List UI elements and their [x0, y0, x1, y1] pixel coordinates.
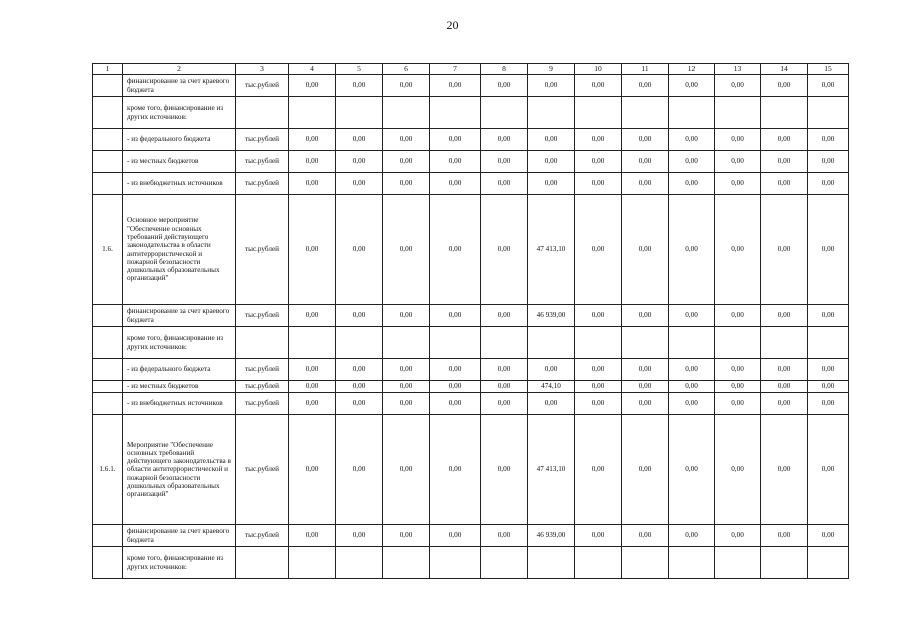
value-cell: [715, 327, 761, 359]
value-cell: 0,00: [622, 305, 669, 327]
value-cell: [336, 97, 383, 129]
value-cell: 0,00: [336, 75, 383, 97]
value-cell: 0,00: [669, 415, 715, 525]
value-cell: 0,00: [430, 129, 481, 151]
value-cell: [575, 327, 622, 359]
value-cell: [289, 547, 336, 579]
unit-cell: тыс.рублей: [236, 415, 289, 525]
table-row: [93, 173, 849, 195]
row-number-cell: [93, 381, 123, 393]
value-cell: [430, 547, 481, 579]
unit-cell: тыс.рублей: [236, 129, 289, 151]
value-cell: 0,00: [808, 359, 849, 381]
value-cell: 0,00: [715, 305, 761, 327]
value-cell: 0,00: [715, 359, 761, 381]
value-cell: 0,00: [430, 195, 481, 305]
unit-cell: [236, 97, 289, 129]
value-cell: 0,00: [383, 525, 430, 547]
value-cell: [336, 547, 383, 579]
column-number: 9: [528, 64, 575, 75]
value-cell: 0,00: [622, 129, 669, 151]
value-cell: [528, 547, 575, 579]
value-cell: 0,00: [430, 305, 481, 327]
description-cell: - из местных бюджетов: [123, 151, 236, 173]
value-cell: 0,00: [481, 129, 528, 151]
table-row: [93, 415, 849, 525]
value-cell: 0,00: [808, 75, 849, 97]
value-cell: 0,00: [715, 415, 761, 525]
row-number-cell: [93, 525, 123, 547]
value-cell: 0,00: [669, 525, 715, 547]
unit-cell: тыс.рублей: [236, 75, 289, 97]
value-cell: 0,00: [622, 415, 669, 525]
value-cell: [715, 547, 761, 579]
unit-cell: тыс.рублей: [236, 393, 289, 415]
value-cell: [481, 97, 528, 129]
value-cell: 0,00: [761, 381, 808, 393]
value-cell: [761, 547, 808, 579]
description-cell: - из внебюджетных источников: [123, 393, 236, 415]
value-cell: 0,00: [761, 195, 808, 305]
value-cell: [622, 327, 669, 359]
value-cell: 0,00: [430, 525, 481, 547]
value-cell: [528, 97, 575, 129]
value-cell: 46 939,00: [528, 305, 575, 327]
value-cell: 0,00: [336, 359, 383, 381]
value-cell: 0,00: [761, 173, 808, 195]
value-cell: 0,00: [669, 151, 715, 173]
value-cell: 0,00: [336, 415, 383, 525]
description-cell: кроме того, финансирование из других источников:: [123, 97, 236, 129]
value-cell: [289, 97, 336, 129]
value-cell: 0,00: [481, 415, 528, 525]
value-cell: [575, 547, 622, 579]
value-cell: 0,00: [430, 151, 481, 173]
value-cell: 0,00: [715, 381, 761, 393]
value-cell: 0,00: [383, 151, 430, 173]
row-number-cell: [93, 129, 123, 151]
page-number: 20: [446, 18, 459, 32]
row-number-cell: [93, 173, 123, 195]
value-cell: 0,00: [575, 305, 622, 327]
value-cell: [289, 327, 336, 359]
value-cell: 0,00: [383, 381, 430, 393]
value-cell: 0,00: [481, 75, 528, 97]
value-cell: 0,00: [289, 173, 336, 195]
value-cell: 0,00: [383, 305, 430, 327]
value-cell: [622, 547, 669, 579]
value-cell: [383, 97, 430, 129]
table-row: [93, 393, 849, 415]
unit-cell: тыс.рублей: [236, 173, 289, 195]
value-cell: 0,00: [622, 393, 669, 415]
value-cell: 0,00: [669, 359, 715, 381]
value-cell: [528, 327, 575, 359]
value-cell: 0,00: [481, 381, 528, 393]
column-number: 13: [715, 64, 761, 75]
value-cell: 0,00: [622, 75, 669, 97]
value-cell: 0,00: [575, 75, 622, 97]
value-cell: 0,00: [761, 525, 808, 547]
value-cell: 0,00: [715, 173, 761, 195]
column-number: 12: [669, 64, 715, 75]
value-cell: 0,00: [669, 75, 715, 97]
value-cell: 0,00: [715, 151, 761, 173]
value-cell: 0,00: [383, 195, 430, 305]
value-cell: 0,00: [761, 305, 808, 327]
column-number: 14: [761, 64, 808, 75]
value-cell: [669, 547, 715, 579]
value-cell: 0,00: [622, 525, 669, 547]
description-cell: кроме того, финансирование из других источников:: [123, 547, 236, 579]
table-row: [93, 75, 849, 97]
description-cell: - из внебюджетных источников: [123, 173, 236, 195]
value-cell: [669, 97, 715, 129]
value-cell: 0,00: [669, 129, 715, 151]
value-cell: [383, 547, 430, 579]
value-cell: 0,00: [575, 173, 622, 195]
value-cell: 0,00: [808, 393, 849, 415]
value-cell: 0,00: [289, 129, 336, 151]
value-cell: [808, 547, 849, 579]
value-cell: 0,00: [430, 381, 481, 393]
value-cell: 0,00: [715, 75, 761, 97]
value-cell: 0,00: [289, 305, 336, 327]
value-cell: 0,00: [715, 525, 761, 547]
column-number-row: [93, 64, 849, 75]
table-row: [93, 327, 849, 359]
value-cell: 0,00: [808, 525, 849, 547]
value-cell: 0,00: [336, 173, 383, 195]
value-cell: 0,00: [383, 415, 430, 525]
value-cell: 0,00: [575, 415, 622, 525]
value-cell: 0,00: [528, 359, 575, 381]
value-cell: 0,00: [715, 195, 761, 305]
column-number: 4: [289, 64, 336, 75]
description-cell: - из федерального бюджета: [123, 359, 236, 381]
value-cell: 0,00: [289, 381, 336, 393]
value-cell: 0,00: [289, 359, 336, 381]
table-row: [93, 359, 849, 381]
value-cell: 0,00: [575, 393, 622, 415]
value-cell: [808, 97, 849, 129]
column-number: 2: [123, 64, 236, 75]
value-cell: 0,00: [336, 195, 383, 305]
value-cell: 0,00: [669, 381, 715, 393]
value-cell: 0,00: [289, 195, 336, 305]
table-row: [93, 97, 849, 129]
unit-cell: [236, 547, 289, 579]
value-cell: 0,00: [383, 393, 430, 415]
column-number: 15: [808, 64, 849, 75]
row-number-cell: 1.6.: [93, 195, 123, 305]
value-cell: 0,00: [715, 393, 761, 415]
value-cell: 46 939,00: [528, 525, 575, 547]
value-cell: [383, 327, 430, 359]
table-row: [93, 547, 849, 579]
value-cell: 0,00: [481, 151, 528, 173]
value-cell: 0,00: [715, 129, 761, 151]
description-cell: кроме того, финансирование из других источников:: [123, 327, 236, 359]
table-row: [93, 525, 849, 547]
table-row: [93, 129, 849, 151]
value-cell: [761, 327, 808, 359]
value-cell: 0,00: [808, 195, 849, 305]
description-cell: Основное мероприятие "Обеспечение основных требований действующего законодательства в области антитеррористической и пожарной безопасности дошкольных образовательных организаций": [123, 195, 236, 305]
value-cell: 0,00: [481, 359, 528, 381]
row-number-cell: [93, 75, 123, 97]
value-cell: 0,00: [528, 173, 575, 195]
table-row: [93, 381, 849, 393]
table-header: [93, 64, 849, 75]
column-number: 7: [430, 64, 481, 75]
value-cell: 0,00: [808, 381, 849, 393]
table-row: [93, 195, 849, 305]
column-number: 3: [236, 64, 289, 75]
value-cell: 0,00: [336, 151, 383, 173]
value-cell: 0,00: [669, 195, 715, 305]
value-cell: 0,00: [575, 129, 622, 151]
value-cell: 0,00: [575, 195, 622, 305]
table-row: [93, 151, 849, 173]
value-cell: 0,00: [289, 415, 336, 525]
value-cell: [430, 327, 481, 359]
value-cell: 0,00: [761, 151, 808, 173]
row-number-cell: [93, 393, 123, 415]
value-cell: 0,00: [575, 359, 622, 381]
value-cell: 0,00: [289, 525, 336, 547]
value-cell: [430, 97, 481, 129]
value-cell: 0,00: [808, 305, 849, 327]
description-cell: финансирование за счет краевого бюджета: [123, 525, 236, 547]
value-cell: [481, 547, 528, 579]
value-cell: 0,00: [481, 195, 528, 305]
row-number-cell: 1.6.1.: [93, 415, 123, 525]
value-cell: 0,00: [761, 415, 808, 525]
value-cell: [715, 97, 761, 129]
row-number-cell: [93, 97, 123, 129]
column-number: 1: [93, 64, 123, 75]
row-number-cell: [93, 305, 123, 327]
column-number: 11: [622, 64, 669, 75]
value-cell: 0,00: [622, 173, 669, 195]
table-body: [93, 75, 849, 579]
value-cell: 0,00: [528, 129, 575, 151]
unit-cell: тыс.рублей: [236, 381, 289, 393]
value-cell: 0,00: [761, 393, 808, 415]
value-cell: 0,00: [289, 75, 336, 97]
description-cell: финансирование за счет краевого бюджета: [123, 305, 236, 327]
value-cell: 0,00: [383, 173, 430, 195]
value-cell: 0,00: [808, 173, 849, 195]
value-cell: 0,00: [622, 359, 669, 381]
column-number: 8: [481, 64, 528, 75]
value-cell: [336, 327, 383, 359]
value-cell: 0,00: [808, 415, 849, 525]
unit-cell: тыс.рублей: [236, 195, 289, 305]
unit-cell: тыс.рублей: [236, 305, 289, 327]
value-cell: 47 413,10: [528, 195, 575, 305]
value-cell: 0,00: [383, 359, 430, 381]
value-cell: 47 413,10: [528, 415, 575, 525]
value-cell: 0,00: [430, 359, 481, 381]
value-cell: 0,00: [575, 525, 622, 547]
value-cell: 0,00: [336, 393, 383, 415]
value-cell: 0,00: [481, 525, 528, 547]
value-cell: 0,00: [761, 75, 808, 97]
value-cell: 0,00: [336, 305, 383, 327]
value-cell: 0,00: [528, 151, 575, 173]
value-cell: 0,00: [669, 305, 715, 327]
value-cell: 0,00: [383, 129, 430, 151]
value-cell: 0,00: [336, 129, 383, 151]
column-number: 6: [383, 64, 430, 75]
unit-cell: тыс.рублей: [236, 525, 289, 547]
value-cell: 0,00: [808, 151, 849, 173]
row-number-cell: [93, 547, 123, 579]
description-cell: - из федерального бюджета: [123, 129, 236, 151]
value-cell: 474,10: [528, 381, 575, 393]
value-cell: 0,00: [430, 415, 481, 525]
value-cell: 0,00: [289, 151, 336, 173]
value-cell: 0,00: [669, 393, 715, 415]
value-cell: 0,00: [761, 359, 808, 381]
column-number: 10: [575, 64, 622, 75]
unit-cell: тыс.рублей: [236, 359, 289, 381]
column-number: 5: [336, 64, 383, 75]
value-cell: 0,00: [622, 381, 669, 393]
value-cell: 0,00: [622, 195, 669, 305]
unit-cell: тыс.рублей: [236, 151, 289, 173]
value-cell: 0,00: [575, 151, 622, 173]
row-number-cell: [93, 327, 123, 359]
value-cell: 0,00: [528, 393, 575, 415]
value-cell: [808, 327, 849, 359]
value-cell: 0,00: [383, 75, 430, 97]
budget-table: [92, 63, 849, 579]
unit-cell: [236, 327, 289, 359]
table-row: [93, 305, 849, 327]
value-cell: 0,00: [481, 305, 528, 327]
value-cell: [575, 97, 622, 129]
value-cell: 0,00: [430, 75, 481, 97]
description-cell: финансирование за счет краевого бюджета: [123, 75, 236, 97]
value-cell: 0,00: [761, 129, 808, 151]
value-cell: 0,00: [336, 381, 383, 393]
value-cell: 0,00: [430, 393, 481, 415]
value-cell: 0,00: [336, 525, 383, 547]
value-cell: 0,00: [669, 173, 715, 195]
value-cell: 0,00: [430, 173, 481, 195]
value-cell: [761, 97, 808, 129]
row-number-cell: [93, 151, 123, 173]
value-cell: 0,00: [575, 381, 622, 393]
value-cell: 0,00: [808, 129, 849, 151]
value-cell: 0,00: [622, 151, 669, 173]
value-cell: [622, 97, 669, 129]
value-cell: 0,00: [289, 393, 336, 415]
row-number-cell: [93, 359, 123, 381]
value-cell: 0,00: [528, 75, 575, 97]
description-cell: Мероприятие "Обеспечение основных требований действующего законодательства в области антитеррористической и пожарной безопасности дошкольных образовательных организаций": [123, 415, 236, 525]
value-cell: [669, 327, 715, 359]
value-cell: 0,00: [481, 173, 528, 195]
value-cell: [481, 327, 528, 359]
description-cell: - из местных бюджетов: [123, 381, 236, 393]
value-cell: 0,00: [481, 393, 528, 415]
